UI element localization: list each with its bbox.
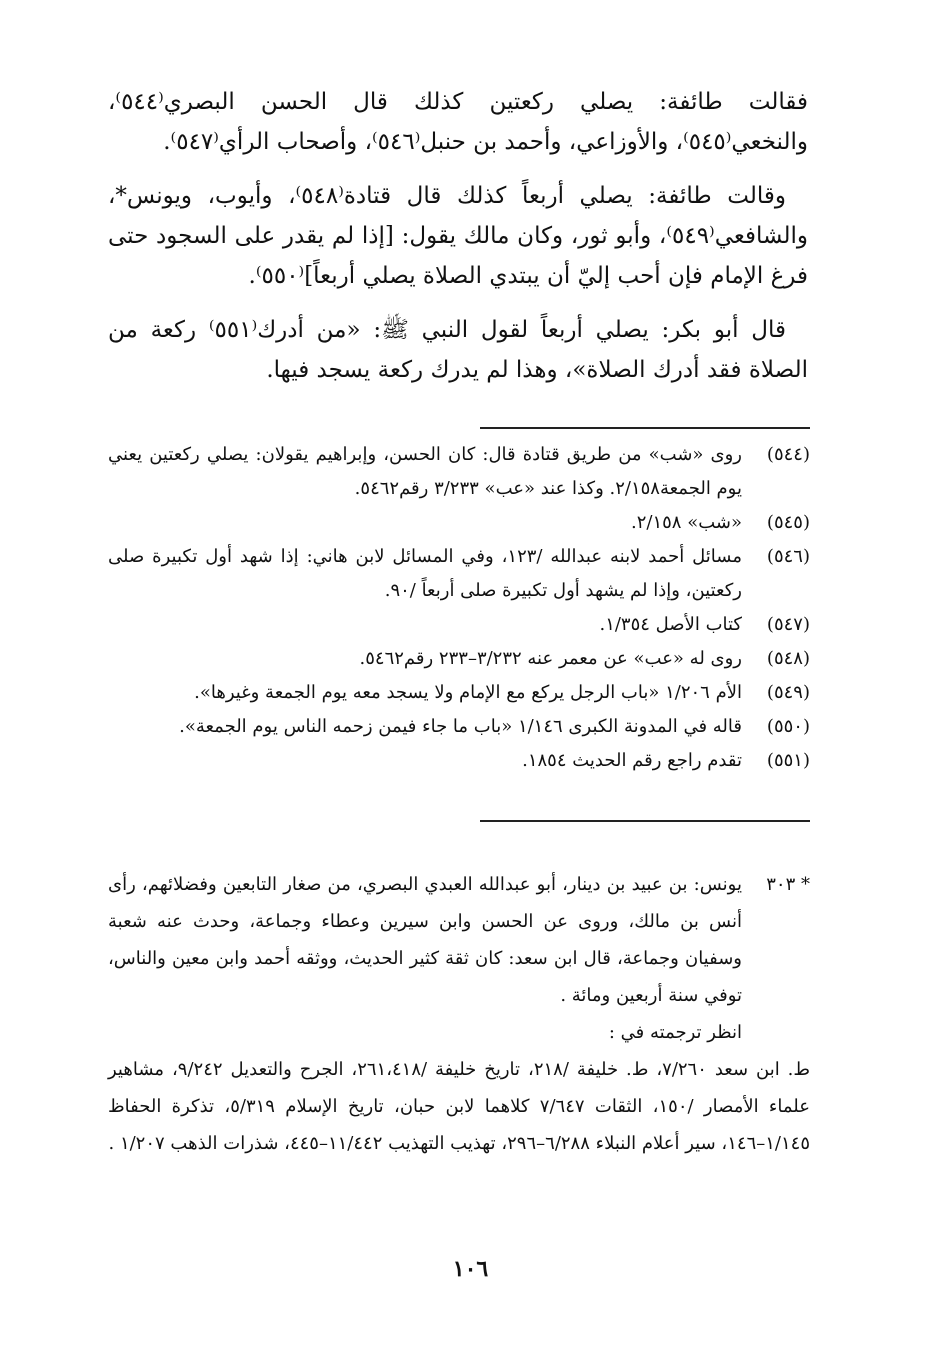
biography-text: يونس: بن عبيد بن دينار، أبو عبدالله العبدي البصري، من صغار التابعين وفضلائهم، رأى أنس بن مالك، وروى عن الحسن وابن سيرين وعطاء وجماعة، وحدث عنه شعبة وسفيان وجماعة، قال ابن سعد: كان ثقة كثير الحديث، ووثقه أحمد وابن معين والناس، توفي سنة أربعين ومائة .	[108, 874, 742, 1006]
footnote-number: (٥٤٦)	[766, 546, 810, 567]
footnote	[108, 642, 810, 676]
footnote-number: (٥٥٠)	[766, 716, 810, 737]
biography-entry	[108, 866, 810, 1051]
main-paragraph: قال أبو بكر: يصلي أربعاً لقول النبي ﷺ: «من أدرك⁽٥٥١⁾ ركعة من الصلاة فقد أدرك الصلاة»، وهذا لم يدرك ركعة يسجد فيها.	[108, 317, 808, 383]
footnote	[108, 744, 810, 778]
biography-body	[108, 866, 742, 1051]
footnote-number: (٥٤٤)	[766, 444, 810, 465]
footnotes	[108, 438, 810, 778]
main-text	[108, 82, 808, 404]
biography-sources-heading: انظر ترجمته في :	[608, 1022, 742, 1043]
footnote-text: روى «شب» من طريق قتادة قال: كان الحسن، وإبراهيم يقولان: يصلي ركعتين يعني يوم الجمعة٢/١٥٨. وكذا عند «عب» ٣/٢٣٣ رقم٥٤٦٢.	[108, 444, 742, 499]
biography-number: * ٣٠٣	[766, 874, 810, 895]
footnote-number: (٥٥١)	[766, 750, 810, 771]
biography-note	[108, 866, 810, 1162]
footnote	[108, 710, 810, 744]
footnote	[108, 676, 810, 710]
footnote-number: (٥٤٩)	[766, 682, 810, 703]
footnote-text: الأم ١/٢٠٦ «باب الرجل يركع مع الإمام ولا يسجد معه يوم الجمعة وغيرها».	[194, 682, 742, 703]
footnote-text: روى له «عب» عن معمر عنه ٣/٢٣٢–٢٣٣ رقم٥٤٦٢.	[359, 648, 742, 669]
main-paragraph: فقالت طائفة: يصلي ركعتين كذلك قال الحسن البصري⁽٥٤٤⁾، والنخعي⁽٥٤٥⁾، والأوزاعي، وأحمد بن حنبل⁽٥٤٦⁾، وأصحاب الرأي⁽٥٤٧⁾.	[108, 89, 808, 155]
main-paragraph: وقالت طائفة: يصلي أربعاً كذلك قال قتادة⁽٥٤٨⁾، وأيوب، ويونس*، والشافعي⁽٥٤٩⁾، وأبو ثور، وكان مالك يقول: [إذا لم يقدر على السجود حتى فرغ الإمام فإن أحب إليّ أن يبتدي الصلاة يصلي أربعاً]⁽٥٥٠⁾.	[108, 183, 808, 289]
footnote-divider	[480, 427, 810, 429]
footnote-text: مسائل أحمد لابنه عبدالله /١٢٣، وفي المسائل لابن هاني: إذا شهد أول تكبيرة صلى ركعتين، وإذا لم يشهد أول تكبيرة صلى أربعاً /٩٠.	[108, 546, 742, 601]
page-number: ١٠٦	[452, 1256, 489, 1282]
footnote-number: (٥٤٨)	[766, 648, 810, 669]
footnote-number: (٥٤٥)	[766, 512, 810, 533]
footnote	[108, 540, 810, 608]
footnote-text: قاله في المدونة الكبرى ١/١٤٦ «باب ما جاء فيمن زحمه الناس يوم الجمعة».	[179, 716, 742, 737]
footnote	[108, 438, 810, 506]
footnote-number: (٥٤٧)	[766, 614, 810, 635]
footnote-text: كتاب الأصل ١/٣٥٤.	[599, 614, 742, 635]
footnote	[108, 506, 810, 540]
footnote-text: تقدم راجع رقم الحديث ١٨٥٤.	[522, 750, 742, 771]
biography-references: ط. ابن سعد ٧/٢٦٠، ط. خليفة /٢١٨، تاريخ خليفة /٢٦١،٤١٨، الجرح والتعديل ٩/٢٤٢، مشاهير علماء الأمصار /١٥٠، الثقات ٧/٦٤٧ كلاهما لابن حبان، تاريخ الإسلام ٥/٣١٩، تذكرة الحفاظ ١/١٤٥–١٤٦، سير أعلام النبلاء ٦/٢٨٨–٢٩٦، تهذيب التهذيب ١١/٤٤٢–٤٤٥، شذرات الذهب ١/٢٠٧ .	[108, 1059, 811, 1154]
biography-divider	[480, 820, 810, 822]
footnote	[108, 608, 810, 642]
footnote-text: «شب» ٢/١٥٨.	[631, 512, 742, 533]
